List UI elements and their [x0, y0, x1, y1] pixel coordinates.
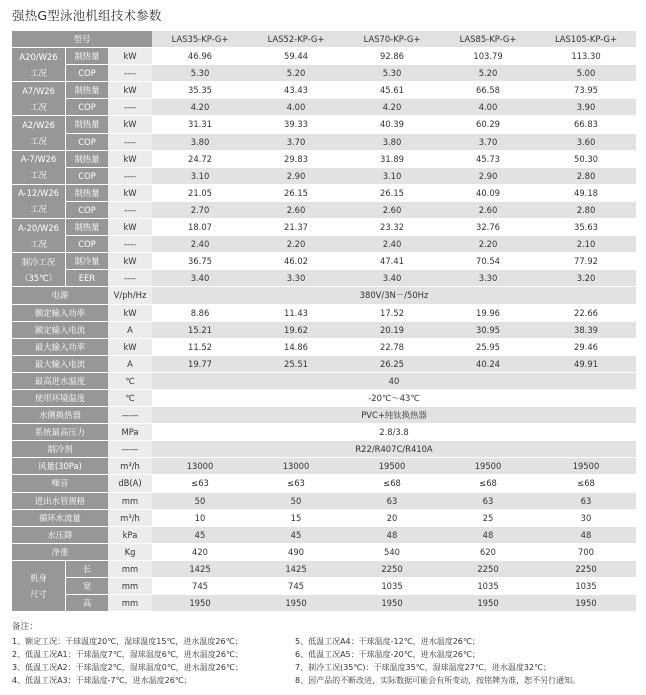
- condition-row: [12, 151, 636, 168]
- header-row: [12, 31, 636, 48]
- parameter-label-cell: 制热量: [65, 116, 108, 133]
- value-cell: 31.89: [344, 151, 440, 168]
- value-cell: 1950: [536, 595, 636, 612]
- unit-cell: kW: [108, 253, 152, 270]
- value-cell: 21.37: [248, 219, 344, 236]
- model-name-cell: LAS35-KP-G+: [152, 31, 248, 48]
- value-cell: 49.91: [536, 356, 636, 373]
- value-cell: 19.62: [248, 322, 344, 339]
- electrical-row: [12, 322, 636, 339]
- value-cell: 745: [248, 578, 344, 595]
- value-cell: 39.33: [248, 116, 344, 133]
- value-cell: 32.76: [440, 219, 536, 236]
- row-label-cell: 净重: [12, 544, 108, 561]
- value-cell: 46.02: [248, 253, 344, 270]
- unit-cell: Kg: [108, 544, 152, 561]
- value-cell: 1035: [536, 578, 636, 595]
- value-cell: 1035: [344, 578, 440, 595]
- value-cell: 25.95: [440, 339, 536, 356]
- condition-name-cell: A-20/W26 工况: [12, 219, 65, 253]
- value-cell: 5.30: [344, 65, 440, 82]
- condition-row: [12, 48, 636, 65]
- condition-row: [12, 134, 636, 151]
- dimension-label-cell: 宽: [65, 578, 108, 595]
- dimension-row: [12, 561, 636, 578]
- value-cell: 19500: [440, 458, 536, 475]
- value-cell: 4.20: [152, 99, 248, 116]
- value-cell: 30.95: [440, 322, 536, 339]
- value-cell: 10: [152, 510, 248, 527]
- value-cell: 3.60: [536, 134, 636, 151]
- value-cell: 13000: [248, 458, 344, 475]
- condition-name-cell: A2/W26 工况: [12, 116, 65, 150]
- value-cell: 1425: [152, 561, 248, 578]
- condition-row: [12, 116, 636, 133]
- value-cell: 5.00: [536, 65, 636, 82]
- value-cell: 2.60: [440, 202, 536, 219]
- value-cell: 29.83: [248, 151, 344, 168]
- parameter-label-cell: 制热量: [65, 219, 108, 236]
- dimension-label-cell: 高: [65, 595, 108, 612]
- value-cell: 3.20: [536, 270, 636, 287]
- value-cell: 3.30: [248, 270, 344, 287]
- spec-row: [12, 493, 636, 510]
- value-cell: 3.10: [152, 168, 248, 185]
- notes-left-column: [12, 635, 295, 687]
- spec-row: [12, 458, 636, 475]
- unit-cell: kW: [108, 339, 152, 356]
- value-cell: 60.29: [440, 116, 536, 133]
- power-row: [12, 287, 636, 304]
- value-cell: 63: [440, 493, 536, 510]
- value-cell: 63: [344, 493, 440, 510]
- value-cell: 26.25: [344, 356, 440, 373]
- shared-row: [12, 390, 636, 407]
- unit-cell: mm: [108, 561, 152, 578]
- shared-row: [12, 441, 636, 458]
- value-cell: 11.43: [248, 305, 344, 322]
- value-cell: 1950: [152, 595, 248, 612]
- condition-row: [12, 82, 636, 99]
- value-cell: 113.30: [536, 48, 636, 65]
- unit-cell: mm: [108, 595, 152, 612]
- condition-name-cell: A7/W26 工况: [12, 82, 65, 116]
- value-cell: ≤63: [152, 475, 248, 492]
- parameter-label-cell: 制热量: [65, 48, 108, 65]
- value-cell: 620: [440, 544, 536, 561]
- row-label-cell: 电源: [12, 287, 108, 304]
- value-cell: 2.10: [536, 236, 636, 253]
- note-item: 8、因产品的不断改进，实际数据可能会有所变动，按铭牌为准，恕不另行通知。: [295, 676, 581, 685]
- condition-row: [12, 65, 636, 82]
- value-cell: 2.80: [536, 202, 636, 219]
- value-cell: 13000: [152, 458, 248, 475]
- value-cell: 50: [248, 493, 344, 510]
- row-label-cell: 水侧换热器: [12, 407, 108, 424]
- unit-cell: ----: [108, 236, 152, 253]
- notes: [12, 620, 636, 687]
- value-cell: 45.73: [440, 151, 536, 168]
- condition-row: [12, 202, 636, 219]
- condition-name-cell: A-7/W26 工况: [12, 151, 65, 185]
- parameter-label-cell: 制冷量: [65, 253, 108, 270]
- note-item: 2、低温工况A1：干球温度7℃，湿球温度6℃，进水温度26℃；: [12, 650, 243, 659]
- value-cell: 20: [344, 510, 440, 527]
- parameter-label-cell: COP: [65, 65, 108, 82]
- value-cell: 35.63: [536, 219, 636, 236]
- row-label-cell: 制冷剂: [12, 441, 108, 458]
- value-cell: 26.15: [248, 185, 344, 202]
- value-cell: 3.40: [344, 270, 440, 287]
- row-label-cell: 进出水管规格: [12, 493, 108, 510]
- value-cell: 2.40: [344, 236, 440, 253]
- value-cell: 2250: [536, 561, 636, 578]
- value-cell: 45.61: [344, 82, 440, 99]
- value-cell: 14.86: [248, 339, 344, 356]
- value-cell: 70.54: [440, 253, 536, 270]
- unit-cell: mm: [108, 493, 152, 510]
- unit-cell: kW: [108, 48, 152, 65]
- value-cell: 25: [440, 510, 536, 527]
- parameter-label-cell: COP: [65, 99, 108, 116]
- row-label-cell: 额定输入功率: [12, 305, 108, 322]
- spec-row: [12, 544, 636, 561]
- shared-row: [12, 424, 636, 441]
- value-cell: 5.20: [440, 65, 536, 82]
- value-cell: 19.77: [152, 356, 248, 373]
- unit-cell: ----: [108, 134, 152, 151]
- parameter-label-cell: COP: [65, 236, 108, 253]
- value-cell: 1950: [248, 595, 344, 612]
- row-label-cell: 系统最高压力: [12, 424, 108, 441]
- note-item: 5、低温工况A4：干球温度-12℃，进水温度26℃；: [295, 637, 480, 646]
- unit-cell: kW: [108, 305, 152, 322]
- value-cell: 18.07: [152, 219, 248, 236]
- unit-cell: m³/h: [108, 510, 152, 527]
- unit-cell: kPa: [108, 527, 152, 544]
- value-cell: 2.20: [440, 236, 536, 253]
- value-cell: ≤68: [536, 475, 636, 492]
- merged-value-cell: 2.8/3.8: [152, 424, 636, 441]
- value-cell: 3.40: [152, 270, 248, 287]
- unit-cell: V/ph/Hz: [108, 287, 152, 304]
- row-label-cell: 最高进水温度: [12, 373, 108, 390]
- value-cell: 5.20: [248, 65, 344, 82]
- model-name-cell: LAS52-KP-G+: [248, 31, 344, 48]
- merged-value-cell: -20℃～43℃: [152, 390, 636, 407]
- unit-cell: ----: [108, 270, 152, 287]
- value-cell: 77.92: [536, 253, 636, 270]
- value-cell: 1425: [248, 561, 344, 578]
- row-label-cell: 最大输入功率: [12, 339, 108, 356]
- row-label-cell: 风量(30Pa): [12, 458, 108, 475]
- value-cell: 3.10: [344, 168, 440, 185]
- value-cell: 2.90: [440, 168, 536, 185]
- notes-heading: 备注：: [12, 622, 38, 632]
- note-item: 4、低温工况A3：干球温度-7℃，进水温度26℃；: [12, 676, 192, 685]
- value-cell: 20.19: [344, 322, 440, 339]
- merged-value-cell: R22/R407C/R410A: [152, 441, 636, 458]
- condition-name-cell: A20/W26 工况: [12, 48, 65, 82]
- parameter-label-cell: COP: [65, 134, 108, 151]
- value-cell: 540: [344, 544, 440, 561]
- value-cell: 35.35: [152, 82, 248, 99]
- unit-cell: A: [108, 322, 152, 339]
- value-cell: 19.96: [440, 305, 536, 322]
- value-cell: 8.86: [152, 305, 248, 322]
- model-name-cell: LAS105-KP-G+: [536, 31, 636, 48]
- value-cell: 19500: [344, 458, 440, 475]
- dimension-row: [12, 578, 636, 595]
- value-cell: 3.80: [152, 134, 248, 151]
- spec-table-body: [12, 31, 636, 612]
- row-label-cell: 使用环境温度: [12, 390, 108, 407]
- value-cell: 3.80: [344, 134, 440, 151]
- value-cell: 2.80: [536, 168, 636, 185]
- value-cell: 23.32: [344, 219, 440, 236]
- value-cell: 1035: [440, 578, 536, 595]
- unit-cell: ----: [108, 65, 152, 82]
- value-cell: 15: [248, 510, 344, 527]
- value-cell: 59.44: [248, 48, 344, 65]
- dimension-group-cell: 机身 尺寸: [12, 561, 65, 612]
- value-cell: 43.43: [248, 82, 344, 99]
- value-cell: 2.60: [248, 202, 344, 219]
- value-cell: 40.09: [440, 185, 536, 202]
- unit-cell: kW: [108, 82, 152, 99]
- electrical-row: [12, 305, 636, 322]
- unit-cell: kW: [108, 185, 152, 202]
- condition-row: [12, 236, 636, 253]
- note-item: 1、额定工况：干球温度20℃，湿球温度15℃，进水温度26℃；: [12, 637, 243, 646]
- value-cell: 31.31: [152, 116, 248, 133]
- value-cell: 2.90: [248, 168, 344, 185]
- shared-row: [12, 407, 636, 424]
- row-label-cell: 最大输入电流: [12, 356, 108, 373]
- value-cell: 11.52: [152, 339, 248, 356]
- value-cell: 4.00: [248, 99, 344, 116]
- value-cell: 92.86: [344, 48, 440, 65]
- unit-cell: kW: [108, 219, 152, 236]
- condition-row: [12, 168, 636, 185]
- value-cell: 2.20: [248, 236, 344, 253]
- value-cell: ≤68: [344, 475, 440, 492]
- parameter-label-cell: EER: [65, 270, 108, 287]
- condition-name-cell: 制冷工况 （35℃）: [12, 253, 65, 287]
- value-cell: 2.60: [344, 202, 440, 219]
- value-cell: 45: [248, 527, 344, 544]
- value-cell: 2250: [344, 561, 440, 578]
- value-cell: 46.96: [152, 48, 248, 65]
- merged-value-cell: PVC+纯钛换热器: [152, 407, 636, 424]
- condition-name-cell: A-12/W26 工况: [12, 185, 65, 219]
- value-cell: 36.75: [152, 253, 248, 270]
- value-cell: 45: [152, 527, 248, 544]
- value-cell: 73.95: [536, 82, 636, 99]
- merged-value-cell: 380V/3N－/50Hz: [152, 287, 636, 304]
- merged-value-cell: 40: [152, 373, 636, 390]
- condition-row: [12, 185, 636, 202]
- spec-table: [12, 31, 636, 612]
- value-cell: 745: [152, 578, 248, 595]
- note-item: 3、低温工况A2：干球温度2℃，湿球温度0℃，进水温度26℃；: [12, 663, 243, 672]
- value-cell: 4.20: [344, 99, 440, 116]
- electrical-row: [12, 356, 636, 373]
- condition-row: [12, 219, 636, 236]
- value-cell: 19500: [536, 458, 636, 475]
- value-cell: 1950: [440, 595, 536, 612]
- page-title: 强热G型泳池机组技术参数: [12, 8, 162, 23]
- model-name-cell: LAS70-KP-G+: [344, 31, 440, 48]
- value-cell: ≤63: [248, 475, 344, 492]
- value-cell: 3.70: [440, 134, 536, 151]
- condition-row: [12, 270, 636, 287]
- row-label-cell: 噪音: [12, 475, 108, 492]
- unit-cell: ℃: [108, 373, 152, 390]
- value-cell: 700: [536, 544, 636, 561]
- value-cell: 66.83: [536, 116, 636, 133]
- value-cell: 4.00: [440, 99, 536, 116]
- value-cell: 50.30: [536, 151, 636, 168]
- unit-cell: kW: [108, 151, 152, 168]
- value-cell: 2250: [440, 561, 536, 578]
- unit-cell: m³/h: [108, 458, 152, 475]
- value-cell: 2.40: [152, 236, 248, 253]
- unit-cell: kW: [108, 116, 152, 133]
- value-cell: 103.79: [440, 48, 536, 65]
- condition-row: [12, 253, 636, 270]
- value-cell: 3.30: [440, 270, 536, 287]
- model-header-cell: 型号: [12, 31, 152, 48]
- value-cell: 29.46: [536, 339, 636, 356]
- value-cell: 50: [152, 493, 248, 510]
- row-label-cell: 额定输入电流: [12, 322, 108, 339]
- unit-cell: ----: [108, 168, 152, 185]
- value-cell: 48: [536, 527, 636, 544]
- parameter-label-cell: 制热量: [65, 185, 108, 202]
- dimension-label-cell: 长: [65, 561, 108, 578]
- unit-cell: mm: [108, 578, 152, 595]
- spec-row: [12, 510, 636, 527]
- unit-cell: ----: [108, 99, 152, 116]
- unit-cell: ℃: [108, 390, 152, 407]
- row-label-cell: 水压降: [12, 527, 108, 544]
- model-name-cell: LAS85-KP-G+: [440, 31, 536, 48]
- unit-cell: A: [108, 356, 152, 373]
- electrical-row: [12, 339, 636, 356]
- dimension-row: [12, 595, 636, 612]
- value-cell: 38.39: [536, 322, 636, 339]
- value-cell: 5.30: [152, 65, 248, 82]
- value-cell: 25.51: [248, 356, 344, 373]
- shared-row: [12, 373, 636, 390]
- value-cell: ≤68: [440, 475, 536, 492]
- value-cell: 420: [152, 544, 248, 561]
- parameter-label-cell: 制热量: [65, 151, 108, 168]
- value-cell: 48: [440, 527, 536, 544]
- unit-cell: dB(A): [108, 475, 152, 492]
- value-cell: 15.21: [152, 322, 248, 339]
- value-cell: 40.39: [344, 116, 440, 133]
- value-cell: 24.72: [152, 151, 248, 168]
- value-cell: 48: [344, 527, 440, 544]
- unit-cell: ----: [108, 202, 152, 219]
- value-cell: 2.70: [152, 202, 248, 219]
- parameter-label-cell: COP: [65, 168, 108, 185]
- value-cell: 1950: [344, 595, 440, 612]
- value-cell: 21.05: [152, 185, 248, 202]
- value-cell: 17.52: [344, 305, 440, 322]
- condition-row: [12, 99, 636, 116]
- value-cell: 3.90: [536, 99, 636, 116]
- unit-cell: MPa: [108, 424, 152, 441]
- notes-right-column: [295, 635, 636, 687]
- spec-row: [12, 475, 636, 492]
- value-cell: 40.24: [440, 356, 536, 373]
- note-item: 6、低温工况A5：干球温度-20℃，进水温度26℃；: [295, 650, 480, 659]
- note-item: 7、制冷工况(35℃)：干球温度35℃，湿球温度27℃，进水温度32℃；: [295, 663, 551, 672]
- value-cell: 26.15: [344, 185, 440, 202]
- value-cell: 3.70: [248, 134, 344, 151]
- unit-cell: ——: [108, 407, 152, 424]
- value-cell: 49.18: [536, 185, 636, 202]
- parameter-label-cell: 制热量: [65, 82, 108, 99]
- value-cell: 47.41: [344, 253, 440, 270]
- value-cell: 490: [248, 544, 344, 561]
- unit-cell: ——: [108, 441, 152, 458]
- parameter-label-cell: COP: [65, 202, 108, 219]
- value-cell: 22.66: [536, 305, 636, 322]
- value-cell: 30: [536, 510, 636, 527]
- value-cell: 66.58: [440, 82, 536, 99]
- value-cell: 22.78: [344, 339, 440, 356]
- value-cell: 63: [536, 493, 636, 510]
- spec-row: [12, 527, 636, 544]
- row-label-cell: 循环水流量: [12, 510, 108, 527]
